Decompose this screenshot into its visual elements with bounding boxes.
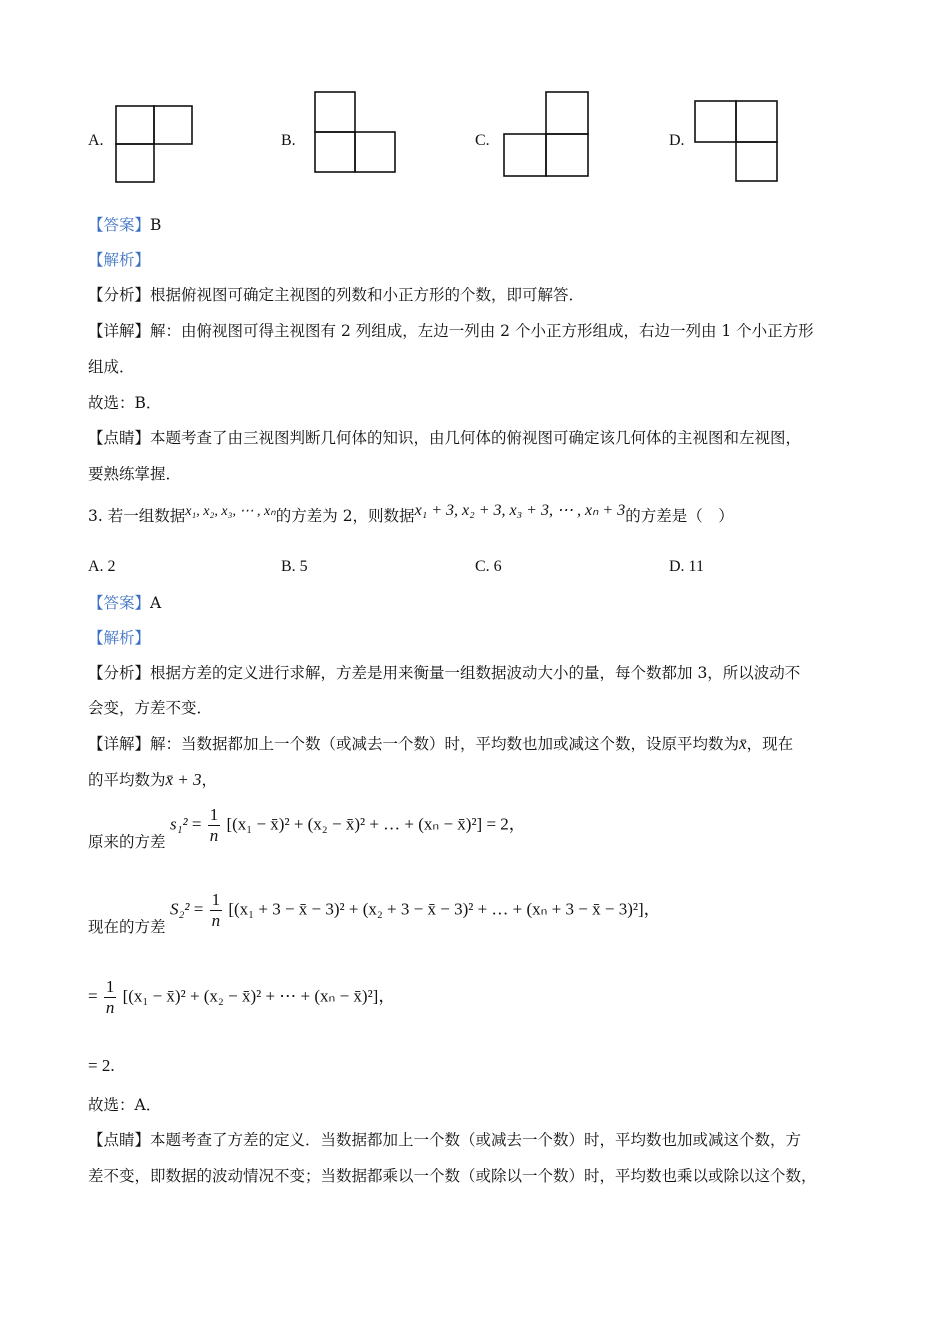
frac-den: n xyxy=(209,826,219,845)
frac-den: n xyxy=(105,998,115,1017)
q3-data-set-2: x₁ + 3, x₂ + 3, x₃ + 3, ⋯ , xₙ + 3 xyxy=(414,502,626,519)
orig-var-label: 原来的方差 xyxy=(88,833,166,851)
q3-stem-prefix: 3. 若一组数据 xyxy=(88,507,186,525)
answer-tag: 【答案】 xyxy=(88,216,151,234)
fraction xyxy=(208,805,221,846)
q3-stem xyxy=(88,502,734,529)
q2-dianjing-1 xyxy=(88,427,801,449)
answer-value: A xyxy=(150,594,162,612)
q2-guxuan: 故选：B． xyxy=(88,394,162,412)
q3-fenxi-1 xyxy=(88,662,800,684)
final-result xyxy=(88,1056,115,1076)
new-var-rhs: [(x₁ + 3 − x̄ − 3)² + (x₂ + 3 − x̄ − 3)² + … + (xₙ + 3 − x̄ − 3)²] xyxy=(228,899,644,919)
xiangjie-tag: 【详解】 xyxy=(88,322,151,340)
option-a-figure xyxy=(112,102,196,184)
option-d-figure xyxy=(691,97,781,185)
option-b-label: B. xyxy=(281,132,296,149)
fenxi-tag: 【分析】 xyxy=(88,286,151,304)
dianjing-tag: 【点睛】 xyxy=(88,1131,151,1149)
q2-dianjing-2: 要熟练掌握． xyxy=(88,465,182,483)
dianjing-text: 本题考查了由三视图判断几何体的知识，由几何体的俯视图可确定该几何体的主视图和左视图， xyxy=(150,429,802,447)
xiangjie-text: 的平均数为 xyxy=(88,771,166,789)
new-var-equation: S₂² = $\frac{1}{n}$ [(x₁ + 3 − x̄ − 3)² + (x₂ + 3 − x̄ − 3)² + … + (xₙ + 3 − x̄ − 3)²]， xyxy=(170,890,661,930)
option-a-label: A. xyxy=(88,132,104,149)
period: . xyxy=(110,1056,115,1075)
orig-var-rhs: [(x₁ − x̄)² + (x₂ − x̄)² + … + (xₙ − x̄)²] = 2 xyxy=(226,814,509,834)
orig-var-lhs: s₁² xyxy=(170,814,188,834)
xiangjie-text: 解：当数据都加上一个数（或减去一个数）时，平均数也加或减这个数，设原平均数为 xyxy=(150,735,740,753)
q3-option-c: C. 6 xyxy=(475,558,502,575)
answer-tag: 【答案】 xyxy=(88,594,151,612)
comma: ， xyxy=(201,771,218,789)
q3-analysis-tag: 【解析】 xyxy=(88,629,151,647)
q3-xiangjie-1 xyxy=(88,733,793,755)
q3-option-b: B. 5 xyxy=(281,558,308,575)
xiangjie-text: 解：由俯视图可得主视图有 2 列组成，左边一列由 2 个小正方形组成，右边一列由 1 个小正方形 xyxy=(150,322,814,340)
comma: ， xyxy=(378,986,396,1006)
q3-guxuan: 故选：A． xyxy=(88,1096,162,1114)
comma: ， xyxy=(643,899,661,919)
q3-stem-suffix: 的方差是（ ） xyxy=(625,507,734,525)
q2-xiangjie-2: 组成． xyxy=(88,358,135,376)
step-rhs: [(x₁ − x̄)² + (x₂ − x̄)² + ⋯ + (xₙ − x̄)²] xyxy=(122,986,379,1006)
frac-num: 1 xyxy=(105,977,115,996)
fenxi-text: 根据方差的定义进行求解，方差是用来衡量一组数据波动大小的量，每个数都加 3，所以波动不 xyxy=(150,664,801,682)
orig-var-equation: s₁² = $\frac{1}{n}$ [(x₁ − x̄)² + (x₂ − x̄)² + … + (xₙ − x̄)²] = 2， xyxy=(170,805,526,845)
xiangjie-end: ，现在 xyxy=(746,735,794,753)
q3-answer xyxy=(88,592,161,614)
step-equation: = $\frac{1}{n}$ [(x₁ − x̄)² + (x₂ − x̄)² + ⋯ + (xₙ − x̄)²]， xyxy=(88,977,396,1017)
fenxi-text: 根据俯视图可确定主视图的列数和小正方形的个数，即可解答． xyxy=(150,286,585,304)
q2-analysis-tag: 【解析】 xyxy=(88,251,151,269)
xbar-plus-3: x̄ + 3 xyxy=(165,770,202,789)
option-c-label: C. xyxy=(475,132,490,149)
q3-fenxi-2: 会变，方差不变． xyxy=(88,699,213,717)
q2-fenxi xyxy=(88,284,584,306)
fraction xyxy=(104,977,117,1018)
q3-dianjing-1 xyxy=(88,1129,801,1151)
option-b-figure xyxy=(311,89,399,175)
frac-num: 1 xyxy=(211,890,221,909)
fenxi-tag: 【分析】 xyxy=(88,664,151,682)
comma: ， xyxy=(508,814,526,834)
q3-option-d: D. 11 xyxy=(669,558,704,575)
q3-xiangjie-2 xyxy=(88,769,217,791)
frac-num: 1 xyxy=(209,805,219,824)
dianjing-text: 本题考查了方差的定义．当数据都加上一个数（或减去一个数）时，平均数也加或减这个数，方 xyxy=(150,1131,802,1149)
new-var-label: 现在的方差 xyxy=(88,918,166,936)
xiangjie-tag: 【详解】 xyxy=(88,735,151,753)
option-c-figure xyxy=(500,89,592,179)
dianjing-tag: 【点睛】 xyxy=(88,429,151,447)
final-value: = 2 xyxy=(88,1056,111,1075)
frac-den: n xyxy=(211,911,221,930)
answer-value: B xyxy=(150,216,162,234)
q3-dianjing-2: 差不变，即数据的波动情况不变；当数据都乘以一个数（或除以一个数）时，平均数也乘以或除以这个数， xyxy=(88,1167,817,1185)
xbar-symbol: x̄ xyxy=(739,734,747,753)
fraction xyxy=(210,890,223,931)
q3-data-set: x₁, x₂, x₃, ⋯ , xₙ xyxy=(185,504,276,519)
q3-stem-mid: 的方差为 2，则数据 xyxy=(275,507,415,525)
q2-answer xyxy=(88,214,161,236)
q2-xiangjie-1 xyxy=(88,320,814,342)
q3-option-a: A. 2 xyxy=(88,558,116,575)
option-d-label: D. xyxy=(669,132,685,149)
new-var-lhs: S₂² xyxy=(170,899,190,919)
